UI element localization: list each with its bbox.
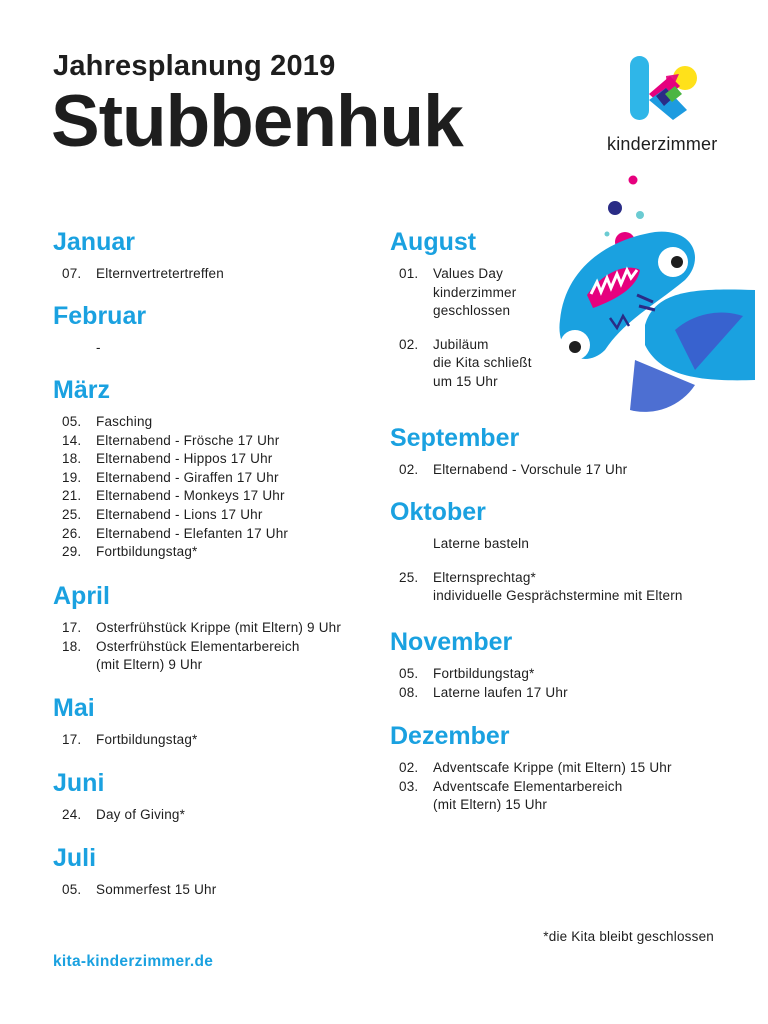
- event-text: -: [96, 340, 101, 355]
- event-text: Elternabend - Giraffen 17 Uhr: [96, 469, 279, 485]
- event-text: Sommerfest 15 Uhr: [96, 882, 217, 897]
- event-spacer: [390, 321, 730, 336]
- event-item: [53, 731, 373, 750]
- event-text: Fortbildungstag*: [433, 666, 535, 681]
- event-text: Elternsprechtag* individuelle Gesprächstermine mit Eltern: [433, 569, 683, 604]
- event-day: [390, 535, 433, 554]
- event-text: Laterne basteln: [433, 536, 530, 551]
- event-item: [53, 506, 373, 525]
- event-list: [390, 265, 730, 392]
- event-day: 05.: [62, 414, 82, 429]
- event-day: 03.: [399, 778, 419, 794]
- event-item: [390, 461, 730, 480]
- event-list: [390, 665, 730, 702]
- event-day: 21.: [62, 488, 82, 504]
- event-item: [390, 759, 730, 778]
- event-day: 02.: [399, 760, 419, 775]
- month-section: [53, 373, 373, 562]
- event-day: 26.: [62, 525, 82, 541]
- month-heading: September: [390, 424, 520, 452]
- event-item: [53, 265, 373, 284]
- event-item: [390, 778, 730, 815]
- event-day: 17.: [62, 732, 82, 747]
- website-link[interactable]: kita-kinderzimmer.de: [53, 953, 214, 970]
- event-list: [53, 619, 373, 675]
- month-section: [390, 719, 730, 815]
- event-item: [390, 684, 730, 703]
- event-list: [390, 759, 730, 815]
- event-item: [53, 881, 373, 900]
- event-item: [390, 535, 730, 554]
- event-text: Fortbildungstag*: [96, 732, 198, 747]
- month-heading: November: [390, 628, 513, 656]
- event-text: Fasching: [96, 414, 153, 429]
- event-day: [53, 339, 96, 358]
- event-day: 02.: [399, 336, 419, 352]
- event-day: 25.: [62, 506, 82, 522]
- event-item: [53, 619, 373, 638]
- event-item: [53, 525, 373, 544]
- logo-wordmark: kinderzimmer: [607, 134, 718, 154]
- event-text: Elternabend - Vorschule 17 Uhr: [433, 462, 628, 477]
- month-section: [53, 579, 373, 675]
- event-item: [53, 806, 373, 825]
- event-list: [53, 413, 373, 562]
- month-heading: Mai: [53, 694, 95, 722]
- header-subtitle: Jahresplanung 2019: [53, 50, 336, 82]
- month-heading: Januar: [53, 228, 135, 256]
- month-heading: März: [53, 376, 110, 404]
- event-spacer: [390, 554, 730, 569]
- month-section: [390, 625, 730, 702]
- event-text: Values Day kinderzimmer geschlossen: [433, 266, 517, 319]
- event-item: [53, 450, 373, 469]
- event-day: 05.: [399, 666, 419, 681]
- event-item: [390, 265, 730, 321]
- event-day: 18.: [62, 451, 82, 467]
- event-item: [390, 569, 730, 606]
- event-item: [390, 665, 730, 684]
- event-day: 29.: [62, 544, 82, 560]
- month-heading: Juli: [53, 844, 97, 872]
- month-heading: Dezember: [390, 722, 510, 750]
- event-day: 17.: [62, 620, 82, 635]
- event-day: 25.: [399, 569, 419, 585]
- event-day: 01.: [399, 266, 419, 281]
- event-item: [53, 432, 373, 451]
- event-day: 24.: [62, 807, 82, 822]
- month-heading: Oktober: [390, 498, 486, 526]
- month-heading: Juni: [53, 769, 105, 797]
- event-item: [390, 336, 730, 392]
- event-item: [53, 638, 373, 675]
- event-day: 18.: [62, 638, 82, 654]
- month-section: [53, 841, 373, 900]
- month-heading: Februar: [53, 302, 147, 330]
- month-section: [390, 225, 730, 392]
- event-item: [53, 487, 373, 506]
- event-list: [53, 339, 373, 358]
- event-item: [53, 543, 373, 562]
- event-day: 19.: [62, 469, 82, 485]
- event-day: 02.: [399, 462, 419, 477]
- event-text: Fortbildungstag*: [96, 544, 198, 560]
- month-heading: August: [390, 228, 477, 256]
- event-day: 05.: [62, 882, 82, 897]
- event-item: [53, 413, 373, 432]
- event-text: Osterfrühstück Elementarbereich (mit Eltern) 9 Uhr: [96, 638, 300, 673]
- event-list: [390, 535, 730, 606]
- footnote: *die Kita bleibt geschlossen: [543, 929, 714, 944]
- event-text: Adventscafe Elementarbereich (mit Eltern) 15 Uhr: [433, 778, 623, 813]
- event-item: [53, 339, 373, 358]
- event-list: [390, 461, 730, 480]
- month-section: [53, 766, 373, 825]
- event-day: 07.: [62, 266, 82, 281]
- event-day: 14.: [62, 432, 82, 448]
- event-list: [53, 731, 373, 750]
- month-section: [53, 299, 373, 358]
- page-title: Stubbenhuk: [51, 81, 463, 162]
- event-text: Elternabend - Elefanten 17 Uhr: [96, 525, 289, 541]
- month-section: [53, 691, 373, 750]
- event-item: [53, 469, 373, 488]
- month-section: [390, 421, 730, 480]
- event-list: [53, 265, 373, 284]
- event-text: Elternabend - Hippos 17 Uhr: [96, 451, 273, 467]
- event-text: Elternabend - Lions 17 Uhr: [96, 506, 263, 522]
- event-text: Laterne laufen 17 Uhr: [433, 684, 568, 700]
- event-list: [53, 806, 373, 825]
- event-text: Elternabend - Monkeys 17 Uhr: [96, 488, 285, 504]
- event-text: Adventscafe Krippe (mit Eltern) 15 Uhr: [433, 760, 672, 775]
- event-text: Jubiläum die Kita schließt um 15 Uhr: [433, 336, 532, 389]
- month-heading: April: [53, 582, 110, 610]
- event-text: Osterfrühstück Krippe (mit Eltern) 9 Uhr: [96, 620, 342, 635]
- event-text: Elternvertretertreffen: [96, 266, 224, 281]
- event-day: 08.: [399, 684, 419, 700]
- event-text: Elternabend - Frösche 17 Uhr: [96, 432, 280, 448]
- month-section: [53, 225, 373, 284]
- event-list: [53, 881, 373, 900]
- month-section: [390, 495, 730, 606]
- event-text: Day of Giving*: [96, 807, 186, 822]
